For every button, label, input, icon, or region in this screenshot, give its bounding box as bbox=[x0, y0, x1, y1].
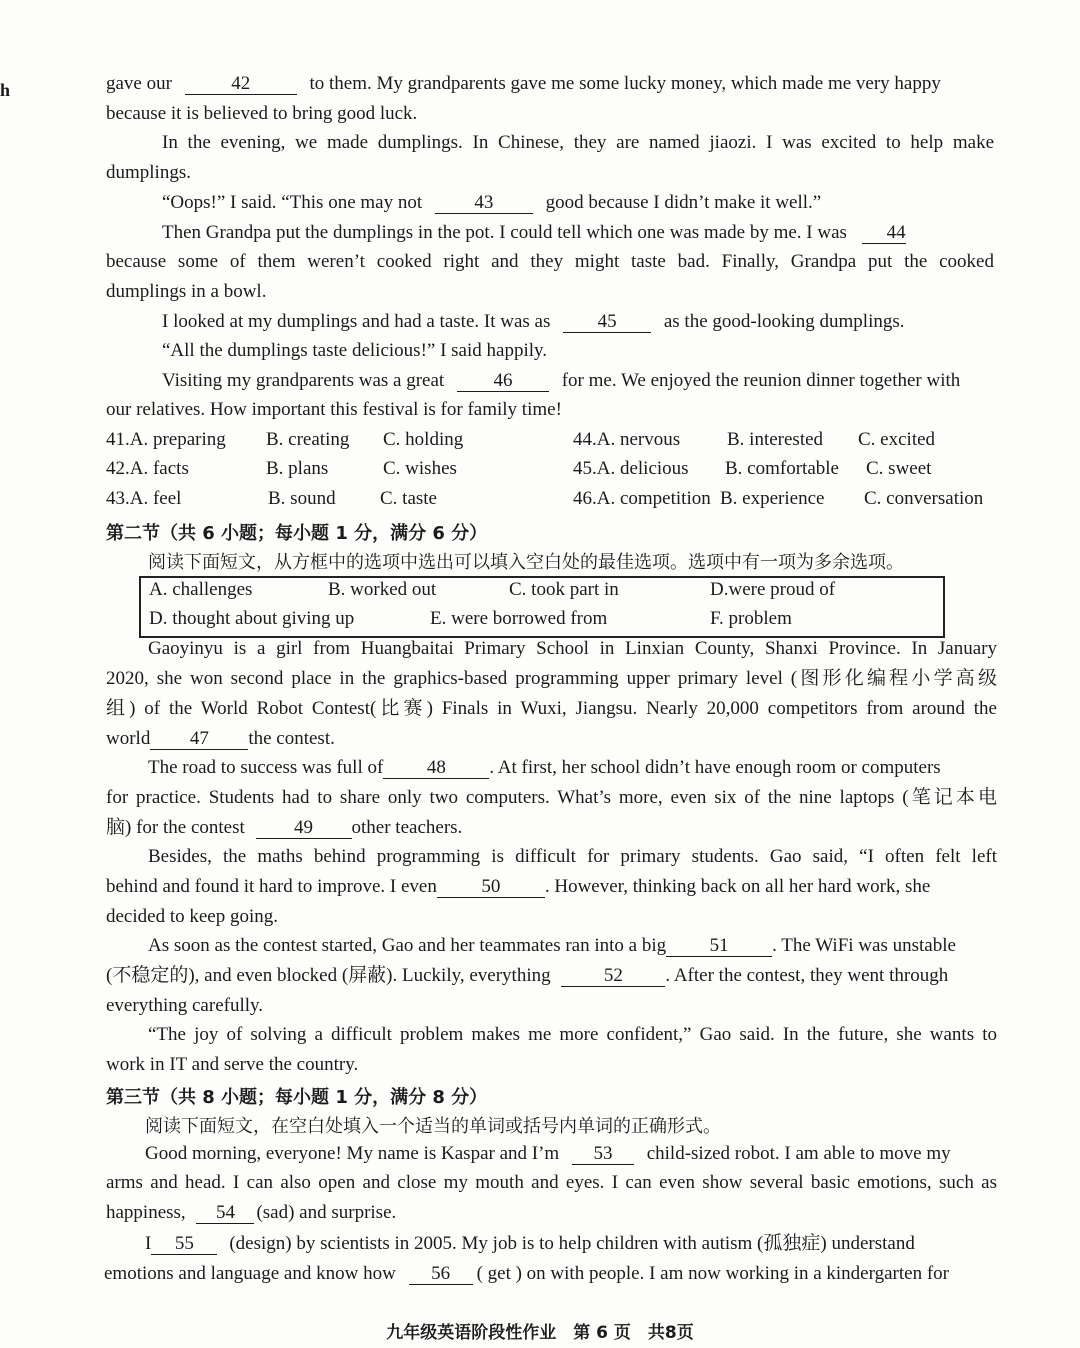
option-d1[interactable]: D.were proud of bbox=[710, 579, 836, 600]
passage1-line-4: dumplings. bbox=[106, 162, 191, 183]
blank-49[interactable]: 49 bbox=[256, 818, 352, 839]
choice-43-c[interactable]: C. taste bbox=[380, 488, 437, 509]
passage1-line-8: dumplings in a bowl. bbox=[106, 281, 267, 302]
passage1-line-7: because some of them weren’t cooked right and they might taste bad. Finally, Grandpa put the cooked bbox=[106, 251, 994, 272]
choice-44-c[interactable]: C. excited bbox=[858, 429, 936, 450]
option-c[interactable]: C. took part in bbox=[509, 579, 619, 600]
choice-43-a[interactable]: 43.A. feel bbox=[106, 488, 182, 509]
section2-p1-line-2: 2020, she won second place in the graphics-based programming upper primary level (图形化编程小学高级 bbox=[106, 668, 997, 689]
choice-42-a[interactable]: 42.A. facts bbox=[106, 458, 189, 479]
section2-p3-line-3: decided to keep going. bbox=[106, 906, 279, 927]
passage1-line-6: Then Grandpa put the dumplings in the pot. I could tell which one was made by me. I was 44 bbox=[162, 222, 906, 243]
choice-41-c[interactable]: C. holding bbox=[383, 429, 464, 450]
choice-46-a[interactable]: 46.A. competition bbox=[573, 488, 711, 509]
blank-42[interactable]: 42 bbox=[185, 74, 297, 95]
section3-heading: 第三节（共 8 小题；每小题 1 分，满分 8 分） bbox=[106, 1087, 488, 1108]
blank-52[interactable]: 52 bbox=[561, 966, 665, 987]
passage1-line-11: Visiting my grandparents was a great 46 for me. We enjoyed the reunion dinner together with bbox=[162, 370, 961, 391]
blank-45[interactable]: 45 bbox=[563, 312, 651, 333]
section2-p3-line-1: Besides, the maths behind programming is difficult for primary students. Gao said, “I often felt left bbox=[148, 846, 997, 867]
section2-p4-line-1: As soon as the contest started, Gao and her teammates ran into a big 51 . The WiFi was unstable bbox=[148, 935, 956, 956]
passage1-line-5: “Oops!” I said. “This one may not 43 good because I didn’t make it well.” bbox=[162, 192, 822, 213]
choice-45-b[interactable]: B. comfortable bbox=[725, 458, 839, 479]
section2-p4-line-3: everything carefully. bbox=[106, 995, 264, 1016]
blank-44[interactable]: 44 bbox=[862, 223, 906, 244]
section2-p3-line-2: behind and found it hard to improve. I even 50 . However, thinking back on all her hard work, she bbox=[106, 876, 931, 897]
section3-line-1: Good morning, everyone! My name is Kaspar and I’m 53 child-sized robot. I am able to move my bbox=[145, 1143, 951, 1164]
section3-line-5: emotions and language and know how 56 ( get ) on with people. I am now working in a kindergarten for bbox=[104, 1263, 949, 1284]
blank-56[interactable]: 56 bbox=[409, 1264, 473, 1285]
choice-45-a[interactable]: 45.A. delicious bbox=[573, 458, 689, 479]
blank-51[interactable]: 51 bbox=[666, 936, 772, 957]
choice-41-a[interactable]: 41.A. preparing bbox=[106, 429, 226, 450]
passage1-line-10: “All the dumplings taste delicious!” I said happily. bbox=[162, 340, 548, 361]
option-a[interactable]: A. challenges bbox=[149, 579, 253, 600]
section2-p2-line-3: 脑) for the contest 49 other teachers. bbox=[106, 817, 463, 838]
blank-46[interactable]: 46 bbox=[457, 371, 549, 392]
passage1-line-2: because it is believed to bring good luck. bbox=[106, 103, 418, 124]
option-b[interactable]: B. worked out bbox=[328, 579, 437, 600]
page-footer: 九年级英语阶段性作业 第 6 页 共8页 bbox=[386, 1323, 694, 1343]
blank-43[interactable]: 43 bbox=[435, 193, 533, 214]
choice-41-b[interactable]: B. creating bbox=[266, 429, 350, 450]
blank-50[interactable]: 50 bbox=[437, 877, 545, 898]
section2-p5-line-2: work in IT and serve the country. bbox=[106, 1054, 359, 1075]
choice-45-c[interactable]: C. sweet bbox=[866, 458, 932, 479]
choice-44-b[interactable]: B. interested bbox=[727, 429, 824, 450]
option-e[interactable]: E. were borrowed from bbox=[430, 608, 608, 629]
section2-p2-line-2: for practice. Students had to share only two computers. What’s more, even six of the nine laptops (笔记本电 bbox=[106, 787, 997, 808]
section2-p1-line-4: world 47 the contest. bbox=[106, 728, 335, 749]
option-f[interactable]: F. problem bbox=[710, 608, 792, 629]
choice-42-c[interactable]: C. wishes bbox=[383, 458, 457, 479]
passage1-line-1: gave our 42 to them. My grandparents gave me some lucky money, which made me very happy bbox=[106, 73, 941, 94]
blank-48[interactable]: 48 bbox=[383, 758, 489, 779]
choice-42-b[interactable]: B. plans bbox=[266, 458, 329, 479]
blank-54[interactable]: 54 bbox=[196, 1203, 254, 1224]
section2-p5-line-1: “The joy of solving a difficult problem makes me more confident,” Gao said. In the future, she wants to bbox=[148, 1024, 997, 1045]
choice-46-c[interactable]: C. conversation bbox=[864, 488, 984, 509]
section2-p4-line-2: (不稳定的), and even blocked (屏蔽). Luckily, everything 52 . After the contest, they went through bbox=[106, 965, 949, 986]
passage1-line-3: In the evening, we made dumplings. In Chinese, they are named jiaozi. I was excited to help make bbox=[162, 132, 994, 153]
option-d2[interactable]: D. thought about giving up bbox=[149, 608, 355, 629]
section2-instruction: 阅读下面短文，从方框中的选项中选出可以填入空白处的最佳选项。选项中有一项为多余选项。 bbox=[148, 552, 904, 573]
passage1-line-9: I looked at my dumplings and had a taste. It was as 45 as the good-looking dumplings. bbox=[162, 311, 905, 332]
passage1-line-12: our relatives. How important this festival is for family time! bbox=[106, 399, 562, 420]
section2-heading: 第二节（共 6 小题；每小题 1 分，满分 6 分） bbox=[106, 523, 488, 544]
section2-p2-line-1: The road to success was full of 48 . At first, her school didn’t have enough room or computers bbox=[148, 757, 941, 778]
section3-line-4: I 55 (design) by scientists in 2005. My job is to help children with autism (孤独症) understand bbox=[145, 1233, 915, 1254]
section3-instruction: 阅读下面短文，在空白处填入一个适当的单词或括号内单词的正确形式。 bbox=[145, 1116, 721, 1137]
blank-53[interactable]: 53 bbox=[572, 1144, 634, 1165]
choice-44-a[interactable]: 44.A. nervous bbox=[573, 429, 681, 450]
margin-mark: h bbox=[0, 80, 11, 100]
choice-46-b[interactable]: B. experience bbox=[720, 488, 825, 509]
blank-55[interactable]: 55 bbox=[151, 1234, 217, 1255]
blank-47[interactable]: 47 bbox=[150, 729, 248, 750]
section3-line-3: happiness, 54 (sad) and surprise. bbox=[106, 1202, 397, 1223]
section2-p1-line-1: Gaoyinyu is a girl from Huangbaitai Primary School in Linxian County, Shanxi Province. In January bbox=[148, 638, 997, 659]
section2-p1-line-3: 组) of the World Robot Contest(比赛) Finals in Wuxi, Jiangsu. Nearly 20,000 competitors from around the bbox=[106, 698, 997, 719]
section3-line-2: arms and head. I can also open and close my mouth and eyes. I can even show several basic emotions, such as bbox=[106, 1172, 997, 1193]
choice-43-b[interactable]: B. sound bbox=[268, 488, 336, 509]
